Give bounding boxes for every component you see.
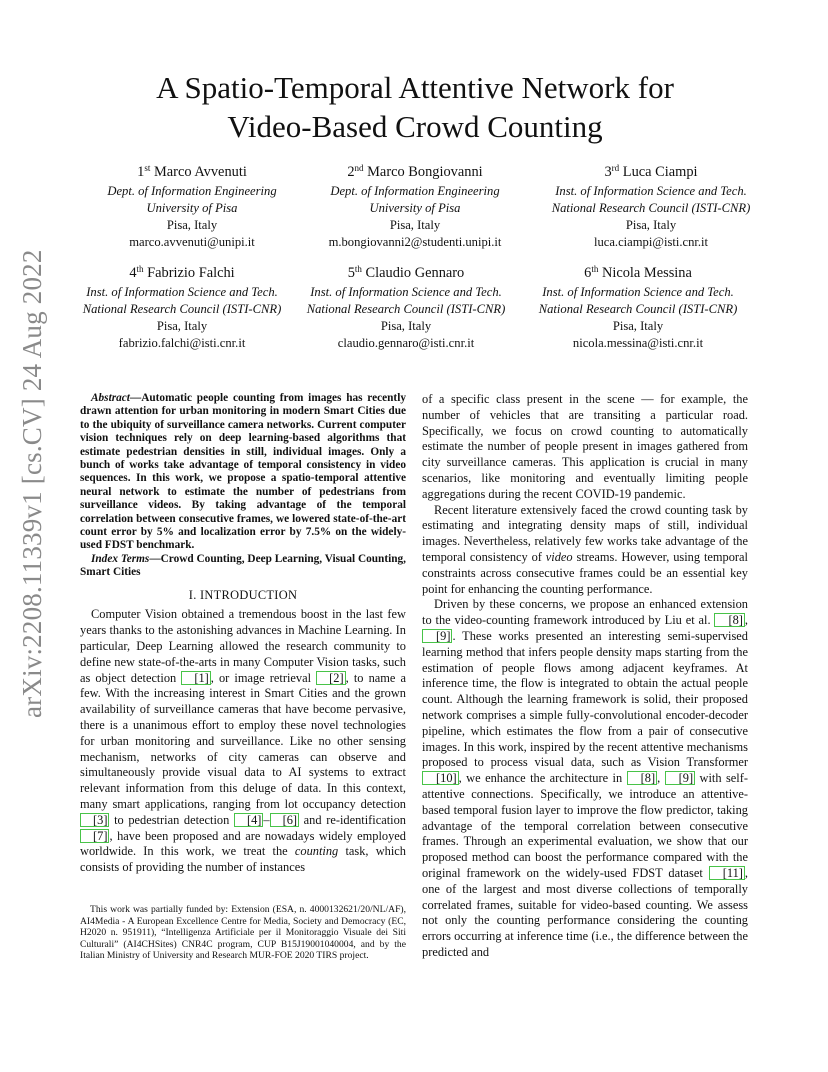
citation-link[interactable]: [10]	[422, 771, 459, 785]
citation-link[interactable]: [11]	[709, 866, 745, 880]
author-dept: Dept. of Information Engineering	[107, 184, 277, 198]
author-dept: Inst. of Information Science and Tech.	[542, 285, 734, 299]
index-terms	[80, 553, 406, 580]
citation-link[interactable]: [6]	[270, 813, 299, 827]
author-inst: National Research Council (ISTI-CNR)	[551, 201, 751, 215]
right-column	[422, 392, 748, 961]
right-paragraph-1: of a specific class present in the scene — for example, the number of vehicles that are transiting a particular road. Specifically, we focus on crowd counting to automatically estimate the number of people present in images gathered from city surveillance cameras. This application is crucial in many scenarios, like monitoring and eventually limiting people aggregations during the recent COVID-19 pandemic.	[422, 392, 748, 501]
paper-title	[60, 68, 770, 146]
intro-paragraph: Computer Vision obtained a tremendous boost in the last few years thanks to the astonishing advances in Machine Learning. In particular, Deep Learning allowed the research community to define new state-of-the-arts in many Computer Vision tasks, such as object detection [1] , or image retrieval [2] , to name a few. With the increasing interest in Smart Cities and the grown availability of surveillance cameras that have become pervasive, there is a unanimous effort to employ these novel technologies for urban monitoring and surveillance. Like no other sensing mechanism, networks of city cameras can observe and simultaneously provide visual data to AI systems to extract relevant information from this deluge of data. In this context, many smart applications, ranging from lot occupancy detection [3] to pedestrian detection [4] – [6] and re-identification [7] , have been proposed and are nowadays widely employed worldwide. In this work, we treat the counting task, which consists of providing the number of instances	[80, 607, 407, 875]
author-inst: National Research Council (ISTI-CNR)	[82, 302, 282, 316]
author-block-2	[295, 163, 535, 251]
citation-link[interactable]: [8]	[714, 613, 744, 627]
author-email: marco.avvenuti@unipi.it	[129, 235, 255, 249]
author-email: claudio.gennaro@isti.cnr.it	[337, 336, 475, 350]
index-terms-label: Index Terms	[91, 552, 150, 565]
citation-link[interactable]: [8]	[627, 771, 657, 785]
author-email: fabrizio.falchi@isti.cnr.it	[118, 336, 246, 350]
author-name: 4th Fabrizio Falchi	[129, 264, 235, 281]
right-paragraph-3: Driven by these concerns, we propose an enhanced extension to the video-counting framework introduced by Liu et al. [8] , [9] . These works presented an interesting semi-supervised learning method that infers people density maps starting from the estimation of people flows among adjacent keyframes. At inference time, the flow is integrated to obtain the actual people count. Although the learning framework is solid, their proposed network comprises a simple fully-convolutional encoder-decoder pipeline, which estimates the flow from a pair of consecutive images. In this work, inspired by the recent attentive mechanisms proposed to process visual data, such as Vision Transformer [10] , we enhance the architecture in [8] , [9] with self-attentive connections. Specifically, we introduce an attentive-based temporal fusion layer to improve the flow predictor, taking advantage of the temporal correlation between consecutive frames. Through an experimental evaluation, we show that our proposed method can boost the performance compared with the original framework on the widely-used FDST dataset [11] , one of the largest and most diverse collections of temporally correlated frames, suitable for video-based counting. We assess not only the counting performance considering the counting errors occurring at inference time (i.e., the difference between the predicted and	[422, 597, 748, 959]
abstract-text: —Automatic people counting from images has recently drawn attention for urban monitoring in modern Smart Cities due to the ubiquity of surveillance camera networks. Current computer vision techniques rely on deep learning-based algorithms that estimate pedestrian densities in still, individual images. Only a bunch of works take advantage of temporal consistency in video sequences. In this work, we propose a spatio-temporal attentive neural network to estimate the number of pedestrians from surveillance videos. By taking advantage of the temporal correlation between consecutive frames, we lowered state-of-the-art count error by 5% and localization error by 7.5% on the widely-used FDST benchmark.	[80, 392, 406, 552]
author-dept: Inst. of Information Science and Tech.	[86, 285, 278, 299]
abstract	[80, 392, 406, 553]
left-column	[80, 392, 406, 876]
author-location: Pisa, Italy	[166, 218, 218, 232]
right-paragraph-2: Recent literature extensively faced the crowd counting task by estimating and integrating density maps of still, individual images. Nevertheless, relatively few works take advantage of the temporal consistency of video streams. However, using temporal constraints across consecutive frames could be an essential key point for enhancing the counting performance.	[422, 502, 748, 596]
author-email: nicola.messina@isti.cnr.it	[572, 336, 704, 350]
citation-link[interactable]: [1]	[181, 671, 210, 685]
citation-link[interactable]: [9]	[665, 771, 695, 785]
author-location: Pisa, Italy	[389, 218, 441, 232]
author-block-1	[72, 163, 312, 251]
author-name: 6th Nicola Messina	[584, 264, 692, 281]
citation-link[interactable]: [2]	[316, 671, 345, 685]
title-line-1: A Spatio-Temporal Attentive Network for	[156, 70, 674, 105]
author-name: 3rd Luca Ciampi	[604, 163, 698, 180]
author-dept: Dept. of Information Engineering	[330, 184, 500, 198]
section-heading: I. INTRODUCTION	[188, 587, 298, 602]
citation-link[interactable]: [7]	[80, 829, 109, 843]
author-name: 5th Claudio Gennaro	[347, 264, 465, 281]
author-name: 2nd Marco Bongiovanni	[347, 163, 483, 180]
author-inst: University of Pisa	[146, 201, 238, 215]
arxiv-identifier: arXiv:2208.11339v1 [cs.CV] 24 Aug 2022	[17, 249, 47, 718]
author-block-3	[531, 163, 771, 251]
citation-link[interactable]: [9]	[422, 629, 452, 643]
author-dept: Inst. of Information Science and Tech.	[310, 285, 502, 299]
citation-link[interactable]: [3]	[80, 813, 109, 827]
author-location: Pisa, Italy	[380, 319, 432, 333]
author-dept: Inst. of Information Science and Tech.	[555, 184, 747, 198]
author-email: m.bongiovanni2@studenti.unipi.it	[328, 235, 502, 249]
author-block-4	[62, 264, 302, 352]
title-line-2: Video-Based Crowd Counting	[227, 109, 603, 144]
author-block-6	[518, 264, 758, 352]
abstract-label: Abstract	[91, 392, 130, 404]
index-terms-text: —Crowd Counting, Deep Learning, Visual Counting, Smart Cities	[80, 552, 406, 579]
author-email: luca.ciampi@isti.cnr.it	[593, 235, 709, 249]
author-location: Pisa, Italy	[156, 319, 208, 333]
author-location: Pisa, Italy	[625, 218, 677, 232]
citation-link[interactable]: [4]	[234, 813, 263, 827]
author-inst: National Research Council (ISTI-CNR)	[306, 302, 506, 316]
funding-footnote: This work was partially funded by: Extension (ESA, n. 4000132621/20/NL/AF), AI4Media - A European Excellence Centre for Media, Society and Democracy (EC, H2020 n. 951911), “Intelligenza Artificiale per il Monitoraggio Visuale dei Siti Culturali” (AI4CHSites) CNR4C program, CUP B15J19001040004, and by the Italian Ministry of University and Research MUR-FOE 2020 TIRS project.	[80, 904, 406, 962]
author-block-5	[286, 264, 526, 352]
author-location: Pisa, Italy	[612, 319, 664, 333]
author-inst: University of Pisa	[369, 201, 461, 215]
author-name: 1st Marco Avvenuti	[137, 163, 247, 180]
author-inst: National Research Council (ISTI-CNR)	[538, 302, 738, 316]
